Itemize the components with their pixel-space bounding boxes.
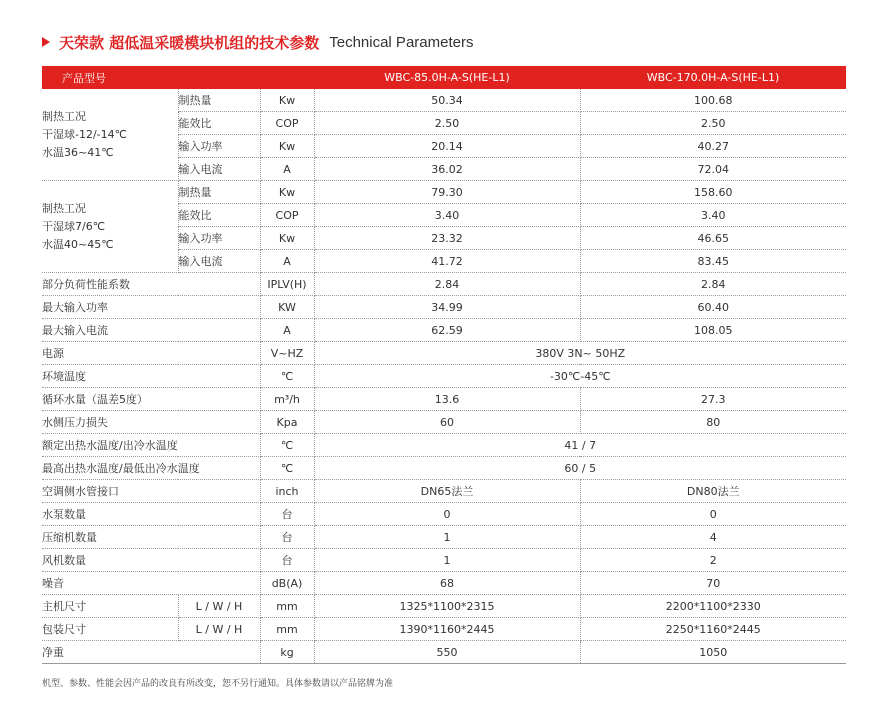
row-unit: 台 <box>260 526 314 549</box>
group1-line: 干湿球-12/-14℃ <box>42 127 127 141</box>
row-value-2: 83.45 <box>580 250 846 273</box>
row-name: 制热量 <box>178 89 260 112</box>
row-name: 电源 <box>42 342 260 365</box>
table-row <box>42 296 846 319</box>
row-value-2: 2.50 <box>580 112 846 135</box>
row-name: 压缩机数量 <box>42 526 260 549</box>
row-unit: ℃ <box>260 365 314 388</box>
group1-condition <box>42 89 178 181</box>
table-row <box>42 595 846 618</box>
row-name: 能效比 <box>178 204 260 227</box>
row-name: 水泵数量 <box>42 503 260 526</box>
row-value-1: 1390*1160*2445 <box>314 618 580 641</box>
row-value-2: 60.40 <box>580 296 846 319</box>
row-value-2: 2 <box>580 549 846 572</box>
row-value-1: 50.34 <box>314 89 580 112</box>
row-name: 输入功率 <box>178 135 260 158</box>
row-unit: ℃ <box>260 434 314 457</box>
table-row <box>42 572 846 595</box>
row-value-2: 1050 <box>580 641 846 664</box>
row-name: 输入功率 <box>178 227 260 250</box>
row-unit: Kw <box>260 227 314 250</box>
row-value-1: 13.6 <box>314 388 580 411</box>
row-name: 噪音 <box>42 572 260 595</box>
group2-line: 水温40~45℃ <box>42 237 114 251</box>
table-row <box>42 365 846 388</box>
spec-table <box>42 66 846 664</box>
row-value-2: 4 <box>580 526 846 549</box>
row-value-merged: 41 / 7 <box>314 434 846 457</box>
row-unit: IPLV(H) <box>260 273 314 296</box>
table-row <box>42 388 846 411</box>
row-value-1: 20.14 <box>314 135 580 158</box>
row-value-2: DN80法兰 <box>580 480 846 503</box>
row-value-1: 2.50 <box>314 112 580 135</box>
row-unit: m³/h <box>260 388 314 411</box>
row-name: 净重 <box>42 641 260 664</box>
table-row <box>42 480 846 503</box>
footnote: 机型、参数、性能会因产品的改良有所改变，恕不另行通知。具体参数请以产品铭牌为准 <box>42 679 394 689</box>
group2-line: 制热工况 <box>42 201 86 215</box>
row-value-2: 46.65 <box>580 227 846 250</box>
row-unit: COP <box>260 204 314 227</box>
row-name: 风机数量 <box>42 549 260 572</box>
table-row <box>42 89 846 112</box>
row-value-2: 27.3 <box>580 388 846 411</box>
row-value-1: 68 <box>314 572 580 595</box>
row-value-2: 72.04 <box>580 158 846 181</box>
table-row <box>42 342 846 365</box>
row-unit: KW <box>260 296 314 319</box>
row-value-1: 1 <box>314 549 580 572</box>
row-value-2: 0 <box>580 503 846 526</box>
row-value-1: 62.59 <box>314 319 580 342</box>
header-model-1: WBC-85.0H-A-S(HE-L1) <box>314 66 580 89</box>
table-row <box>42 641 846 664</box>
row-unit: ℃ <box>260 457 314 480</box>
row-name: 能效比 <box>178 112 260 135</box>
row-value-1: 1 <box>314 526 580 549</box>
row-unit: kg <box>260 641 314 664</box>
row-name: 包装尺寸 <box>42 618 178 641</box>
table-row <box>42 526 846 549</box>
row-value-1: 36.02 <box>314 158 580 181</box>
row-name: 空调侧水管接口 <box>42 480 260 503</box>
group2-line: 干湿球7/6℃ <box>42 219 106 233</box>
table-row <box>42 503 846 526</box>
table-header-row <box>42 66 846 89</box>
row-unit: 台 <box>260 549 314 572</box>
table-row <box>42 457 846 480</box>
row-name: 循环水量（温差5度） <box>42 388 260 411</box>
row-value-2: 2200*1100*2330 <box>580 595 846 618</box>
row-value-2: 70 <box>580 572 846 595</box>
table-row <box>42 434 846 457</box>
row-value-1: 23.32 <box>314 227 580 250</box>
triangle-bullet-icon <box>42 37 50 47</box>
row-unit: A <box>260 158 314 181</box>
table-row <box>42 273 846 296</box>
row-unit: A <box>260 319 314 342</box>
row-unit: mm <box>260 595 314 618</box>
row-unit: dB(A) <box>260 572 314 595</box>
row-value-1: 2.84 <box>314 273 580 296</box>
row-value-2: 2250*1160*2445 <box>580 618 846 641</box>
row-unit: inch <box>260 480 314 503</box>
row-value-1: 1325*1100*2315 <box>314 595 580 618</box>
row-value-merged: 60 / 5 <box>314 457 846 480</box>
row-name: 环境温度 <box>42 365 260 388</box>
group1-line: 水温36~41℃ <box>42 145 114 159</box>
row-unit: Kw <box>260 89 314 112</box>
row-value-1: 41.72 <box>314 250 580 273</box>
group1-line: 制热工况 <box>42 109 86 123</box>
row-value-1: 60 <box>314 411 580 434</box>
table-row <box>42 618 846 641</box>
row-value-2: 2.84 <box>580 273 846 296</box>
table-row <box>42 549 846 572</box>
row-name: 主机尺寸 <box>42 595 178 618</box>
row-name: 制热量 <box>178 181 260 204</box>
row-value-2: 40.27 <box>580 135 846 158</box>
row-unit: A <box>260 250 314 273</box>
header-model-2: WBC-170.0H-A-S(HE-L1) <box>580 66 846 89</box>
row-sub: L / W / H <box>178 595 260 618</box>
heading-title-zh: 天荣款 超低温采暖模块机组的技术参数 <box>59 33 320 52</box>
row-unit: Kw <box>260 181 314 204</box>
row-name: 输入电流 <box>178 250 260 273</box>
row-name: 最大输入电流 <box>42 319 260 342</box>
row-value-2: 3.40 <box>580 204 846 227</box>
row-name: 额定出热水温度/出冷水温度 <box>42 434 260 457</box>
row-value-1: 79.30 <box>314 181 580 204</box>
group2-condition <box>42 181 178 273</box>
row-name: 部分负荷性能系数 <box>42 273 260 296</box>
table-row <box>42 411 846 434</box>
table-row <box>42 181 846 204</box>
row-name: 最大输入功率 <box>42 296 260 319</box>
row-unit: Kpa <box>260 411 314 434</box>
row-value-1: 34.99 <box>314 296 580 319</box>
row-value-1: 0 <box>314 503 580 526</box>
row-value-merged: 380V 3N~ 50HZ <box>314 342 846 365</box>
row-unit: COP <box>260 112 314 135</box>
heading-title-en: Technical Parameters <box>329 33 474 51</box>
row-value-2: 108.05 <box>580 319 846 342</box>
row-unit: 台 <box>260 503 314 526</box>
row-name: 输入电流 <box>178 158 260 181</box>
row-value-1: 3.40 <box>314 204 580 227</box>
table-row <box>42 319 846 342</box>
row-name: 水侧压力损失 <box>42 411 260 434</box>
row-value-2: 100.68 <box>580 89 846 112</box>
row-unit: V~HZ <box>260 342 314 365</box>
section-heading <box>42 31 473 53</box>
row-name: 最高出热水温度/最低出冷水温度 <box>42 457 260 480</box>
row-value-2: 80 <box>580 411 846 434</box>
row-value-1: 550 <box>314 641 580 664</box>
row-sub: L / W / H <box>178 618 260 641</box>
row-value-1: DN65法兰 <box>314 480 580 503</box>
row-value-merged: -30℃-45℃ <box>314 365 846 388</box>
row-unit: mm <box>260 618 314 641</box>
row-unit: Kw <box>260 135 314 158</box>
row-value-2: 158.60 <box>580 181 846 204</box>
header-model-label: 产品型号 <box>42 66 314 89</box>
